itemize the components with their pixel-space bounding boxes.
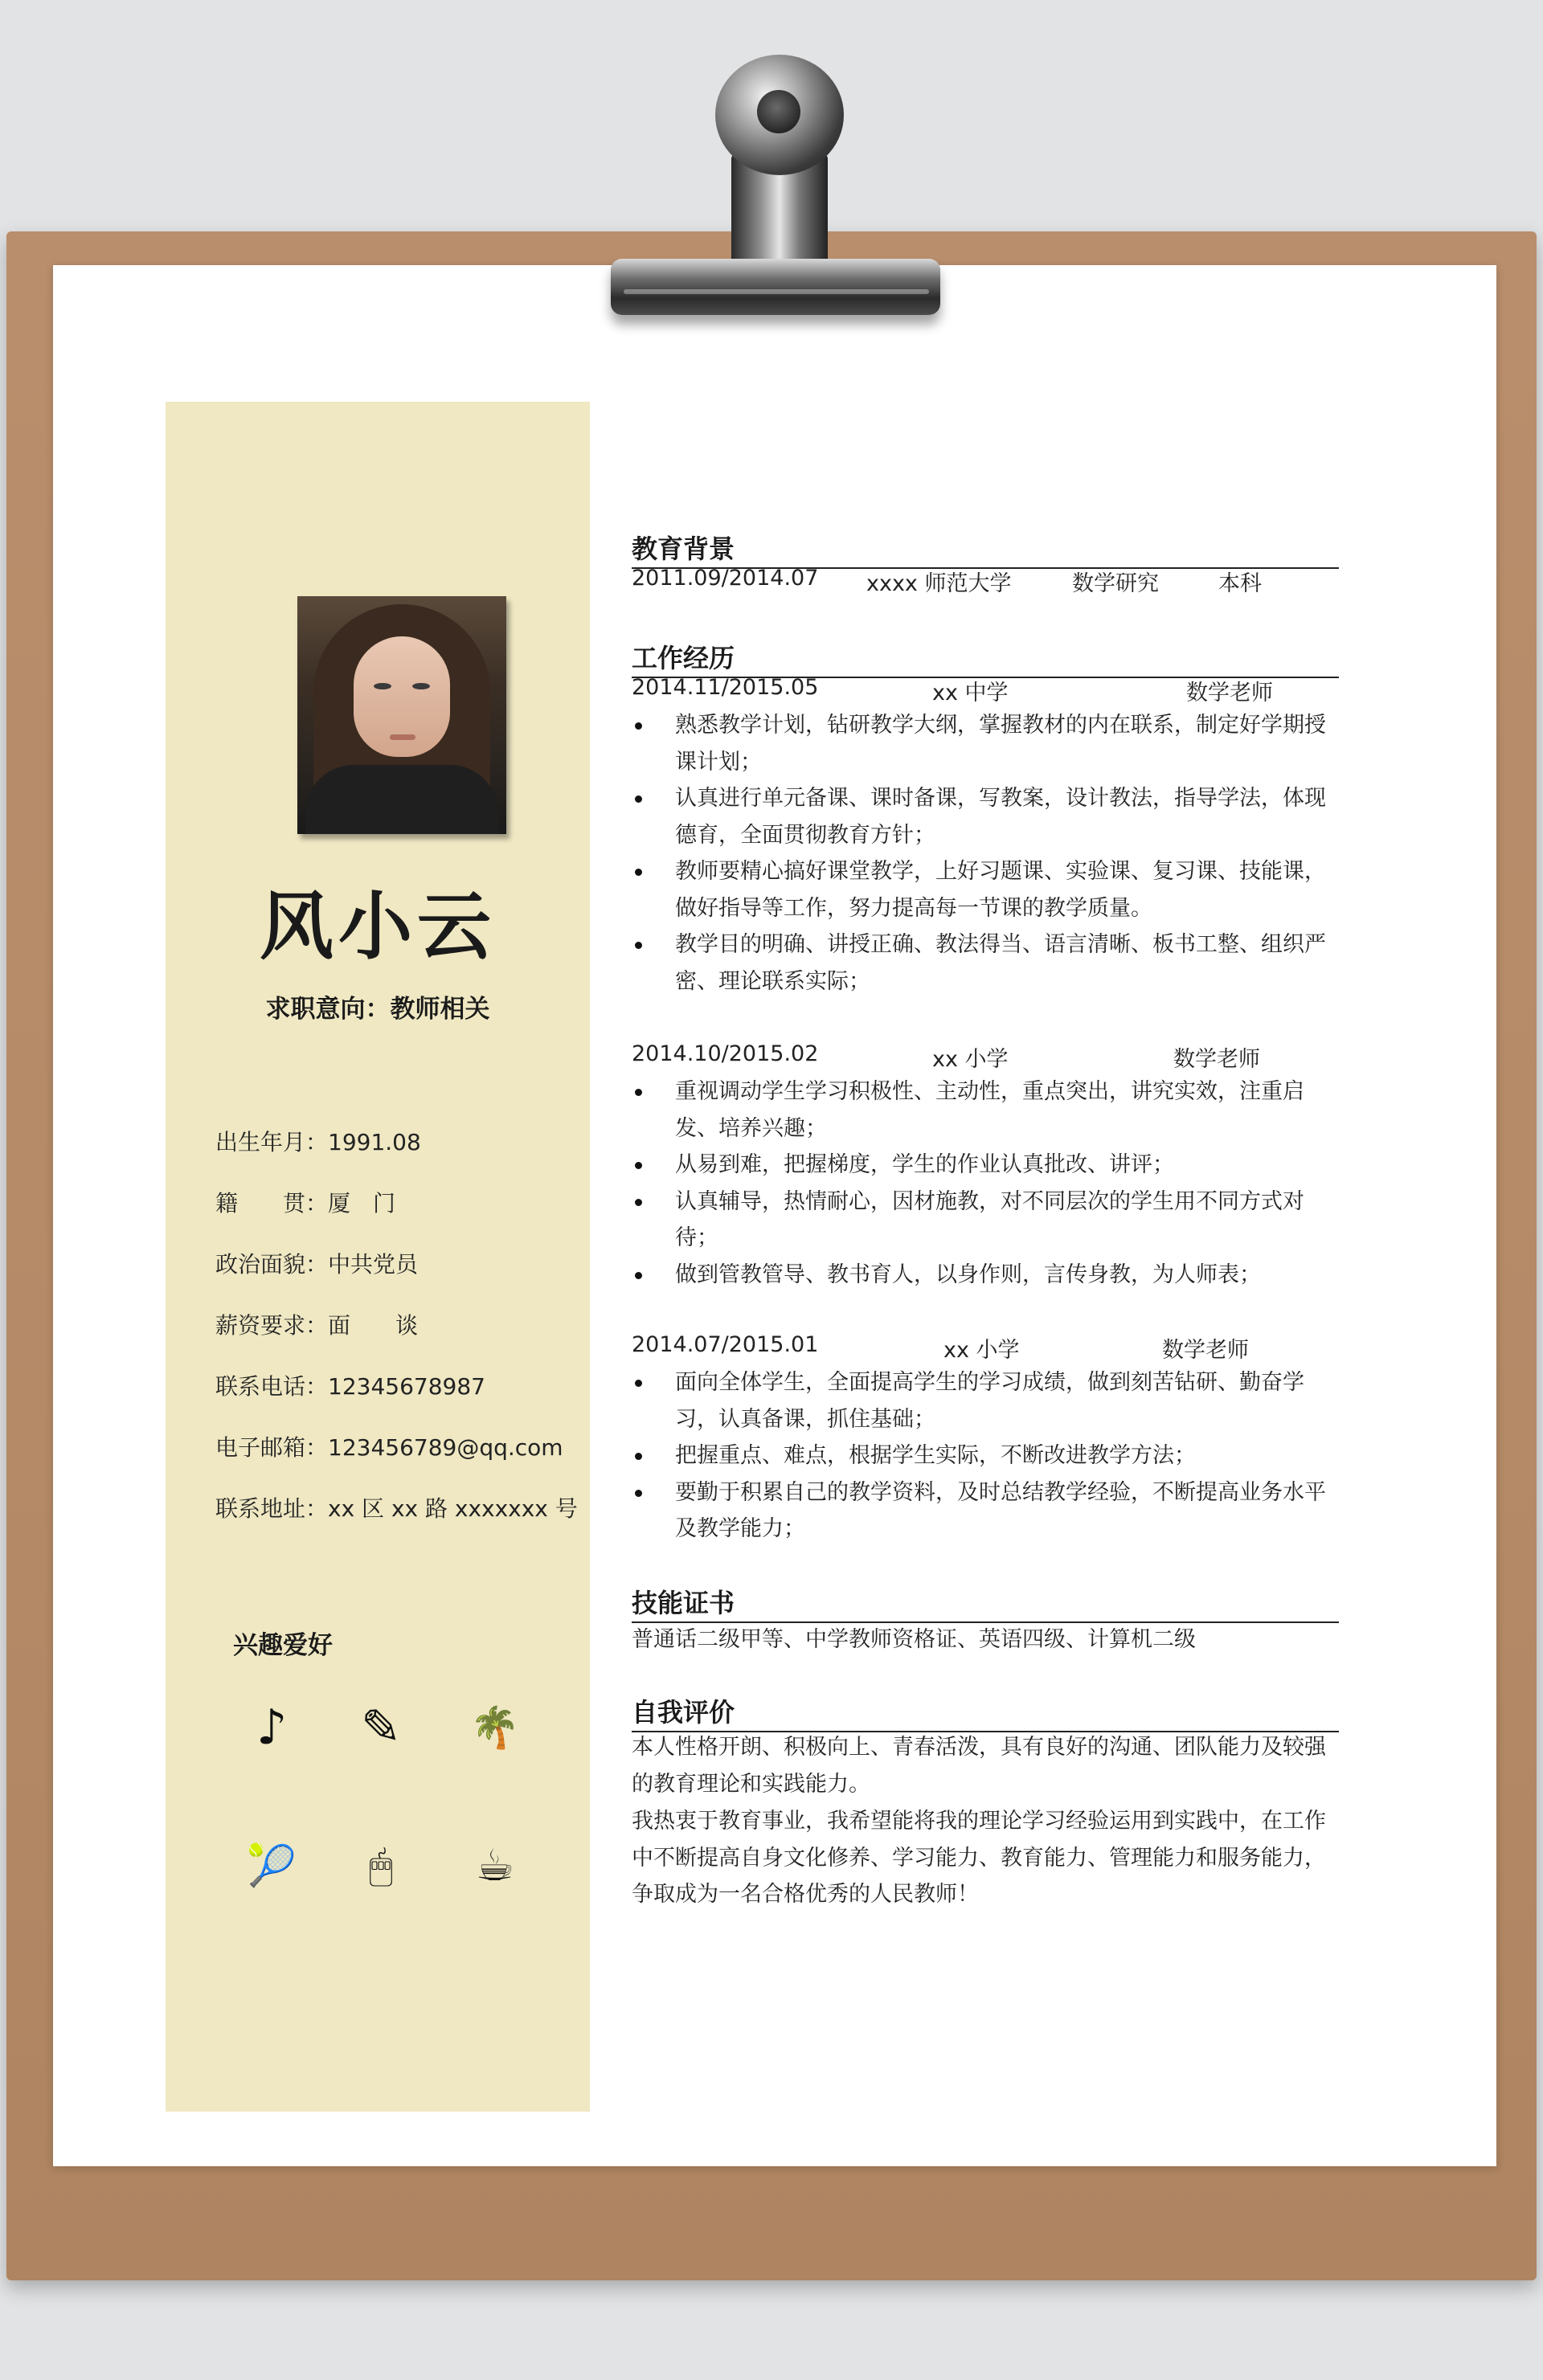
list-item: 认真辅导，热情耐心，因材施教，对不同层次的学生用不同方式对待；: [632, 1184, 1339, 1257]
info-row-politics: 政治面貌：中共党员: [215, 1251, 419, 1278]
job-2-bullets: [632, 1073, 1339, 1293]
job-1-period: 2014.11/2015.05: [632, 675, 819, 700]
info-row-hometown: 籍 贯：厦 门: [215, 1190, 396, 1217]
island-palm-icon: 🌴: [469, 1704, 521, 1751]
edu-degree: 本科: [1218, 571, 1262, 596]
list-item: 要勤于积累自己的教学资料，及时总结教学经验，不断提高业务水平及教学能力；: [632, 1474, 1339, 1548]
binder-clip-icon: [579, 48, 956, 354]
job-1-role: 数学老师: [1186, 681, 1273, 705]
list-item: 重视调动学生学习积极性、主动性，重点突出，讲究实效，注重启发、培养兴趣；: [632, 1073, 1339, 1147]
job-1-org: xx 中学: [932, 681, 1009, 705]
edu-school: xxxx 师范大学: [866, 571, 1012, 596]
computer-mouse-icon: 🖱: [369, 1842, 393, 1889]
job-3-role: 数学老师: [1162, 1338, 1249, 1363]
resume-sidebar: [166, 402, 590, 2112]
info-row-phone: 联系电话：12345678987: [215, 1373, 485, 1400]
list-item: 把握重点、难点，根据学生实际，不断改进教学方法；: [632, 1437, 1339, 1474]
section-title-self-eval: 自我评价: [632, 1692, 1339, 1732]
music-note-icon: ♪: [256, 1699, 288, 1756]
info-row-birth: 出生年月：1991.08: [215, 1129, 421, 1155]
job-intention: 求职意向：教师相关: [265, 995, 490, 1024]
info-row-address: 联系地址：xx 区 xx 路 xxxxxxx 号: [215, 1495, 578, 1522]
job-3-bullets: [632, 1364, 1339, 1548]
candidate-name: 风小云: [259, 884, 496, 970]
list-item: 做到管教管导、教书育人，以身作则，言传身教，为人师表；: [632, 1257, 1339, 1294]
self-eval-p1: 本人性格开朗、积极向上、青春活泼，具有良好的沟通、团队能力及较强的教育理论和实践能力。: [632, 1735, 1326, 1797]
list-item: 认真进行单元备课、课时备课，写教案，设计教法，指导学法，体现德育，全面贯彻教育方针；: [632, 780, 1339, 853]
job-2-org: xx 小学: [932, 1047, 1009, 1072]
job-2-period: 2014.10/2015.02: [632, 1041, 819, 1066]
edu-period: 2011.09/2014.07: [632, 566, 819, 591]
pencil-icon: ✎: [360, 1699, 402, 1756]
job-3-period: 2014.07/2015.01: [632, 1332, 819, 1357]
job-1-bullets: [632, 707, 1339, 1000]
coffee-cup-icon: ☕: [475, 1840, 515, 1891]
list-item: 教师要精心搞好课堂教学，上好习题课、实验课、复习课、技能课，做好指导等工作，努力提高每一节课的教学质量。: [632, 853, 1339, 926]
job-3-org: xx 小学: [943, 1338, 1020, 1363]
list-item: 面向全体学生，全面提高学生的学习成绩，做到刻苦钻研、勤奋学习，认真备课，抓住基础；: [632, 1364, 1339, 1437]
list-item: 熟悉教学计划，钻研教学大纲，掌握教材的内在联系，制定好学期授课计划；: [632, 707, 1339, 780]
section-title-skills: 技能证书: [632, 1583, 1339, 1623]
hobby-title: 兴趣爱好: [233, 1631, 333, 1660]
info-row-salary: 薪资要求：面 谈: [215, 1312, 419, 1339]
info-row-email: 电子邮箱：123456789@qq.com: [215, 1434, 563, 1461]
profile-photo: [297, 596, 506, 834]
section-title-work: 工作经历: [632, 638, 1339, 678]
skills-text: 普通话二级甲等、中学教师资格证、英语四级、计算机二级: [632, 1627, 1196, 1652]
self-eval-p2: 我热衷于教育事业，我希望能将我的理论学习经验运用到实践中，在工作中不断提高自身文化修养、学习能力、教育能力、管理能力和服务能力，争取成为一名合格优秀的人民教师！: [632, 1809, 1326, 1907]
list-item: 从易到难，把握梯度，学生的作业认真批改、讲评；: [632, 1147, 1339, 1184]
edu-major: 数学研究: [1072, 571, 1159, 596]
section-title-education: 教育背景: [632, 529, 1339, 569]
list-item: 教学目的明确、讲授正确、教法得当、语言清晰、板书工整、组织严密、理论联系实际；: [632, 926, 1339, 1000]
job-2-role: 数学老师: [1173, 1047, 1260, 1072]
tennis-racket-icon: 🎾: [246, 1842, 297, 1889]
